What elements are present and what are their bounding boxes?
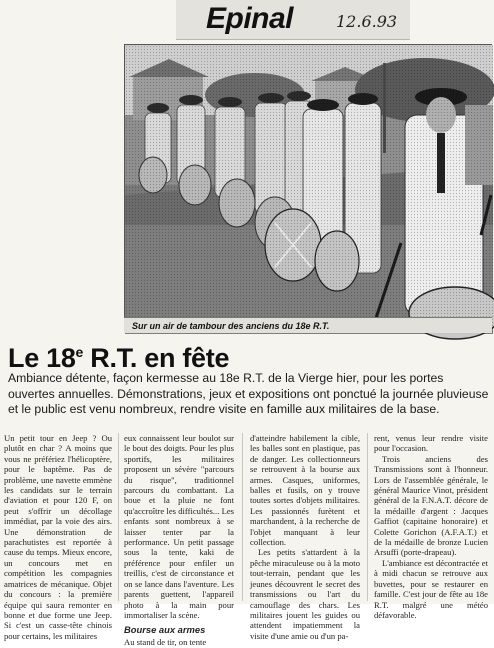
subheading: Bourse aux armes: [124, 624, 206, 636]
paragraph: eux connaissent leur boulot sur le bout des doigts. Pour les plus sportifs, les militaires proposent un sévère "parcours du risque", traditionnel parcours du combattant. La boue et la pluie ne font qu'accroître les difficultés... Les enfants sont nombreux à se laisser tenter par la performance. Un petit passage sous la tente, kaki de préférence pour enfiler un treillis, c'est de circonstance et on se lance dans l'aventure. Les parents guettent, l'appareil photo à la main pour immortaliser la scène.: [124, 433, 234, 620]
body-column-1: [4, 433, 112, 641]
headline-main: Le 18: [8, 343, 76, 373]
paragraph: d'atteindre habilement la cible, les balles sont en plastique, pas de danger. Les collectionneurs se retrouvent à la bourse aux armes. Casques, uniformes, balles et fusils, on y trouve toutes sortes d'objets militaires. Les passionnés furètent et marchandent, à la recherche de l'objet manquant à leur collection.: [250, 433, 360, 548]
headline: [8, 334, 488, 373]
photo: [124, 44, 492, 333]
lead-paragraph: Ambiance détente, façon kermesse au 18e R.T. de la Vierge hier, pour les portes ouvertes annuelles. Démonstrations, jeux et expositions ont ponctué la journée pluvieuse et le public est venu nombreux, rendre visite en famille aux militaires de la base.: [8, 371, 489, 416]
paragraph: Trois anciens des Transmissions sont à l'honneur. Lors de l'assemblée générale, le général Maurice Vinot, président général de la F.N.A.T. décore de la médaille d'argent : Jacques Gaffiot (capitaine honoraire) et Colette Gorichon (A.F.A.T.) et de la médaille de bronze Lucien Arsuffi (porte-drapeau).: [374, 453, 488, 558]
paragraph: rent, venus leur rendre visite pour l'occasion.: [374, 433, 488, 454]
paragraph: L'ambiance est décontractée et à midi chacun se retrouve aux buvettes, pour se restaurer en famille. C'est jour de fête au 18e R.T. malgré une météo défavorable.: [374, 557, 488, 620]
masthead: [176, 0, 410, 40]
paragraph: Au stand de tir, on tente: [124, 637, 207, 648]
masthead-title: Epinal: [206, 2, 294, 35]
headline-rest: R.T. en fête: [83, 343, 230, 373]
photo-caption: Sur un air de tambour des anciens du 18e R.T.: [124, 317, 492, 333]
body-column-4: [374, 433, 488, 620]
column-divider: [118, 433, 119, 601]
column-divider: [242, 433, 243, 601]
drummers-photo: [125, 45, 493, 334]
column-divider: [367, 433, 368, 601]
body-column-2: [124, 433, 234, 648]
handwritten-date: 12.6.93: [336, 12, 398, 31]
paragraph: Un petit tour en Jeep ? Ou plutôt en char ? A moins que vous ne préfériez l'hélicoptère, pour le baptême. Pas de problème, une navette emmène les candidats sur le terrain d'aviation et pour 120 F, on peut s'offrir un décollage immédiat, par la voie des airs. Une démonstration de parachutistes est reportée à cause du temps. Mieux encore, un concours met en compétition les compagnies amatrices de mécanique. Objet du concours : la première équipe qui saura remonter en bonne et due forme une Jeep. Si c'est un casse-tête chinois pour certains, les militaires: [4, 433, 112, 641]
paragraph: Les petits s'attardent à la pêche miraculeuse ou à la moto tout-terrain, pendant que les jeunes découvrent le secret des transmissions ou l'art du camouflage des chars. Les militaires jouent les guides ou attendent impatiemment la visite d'une amie ou d'un pa-: [250, 547, 360, 641]
headline-superscript: e: [75, 344, 84, 360]
body-column-3: [250, 433, 360, 641]
